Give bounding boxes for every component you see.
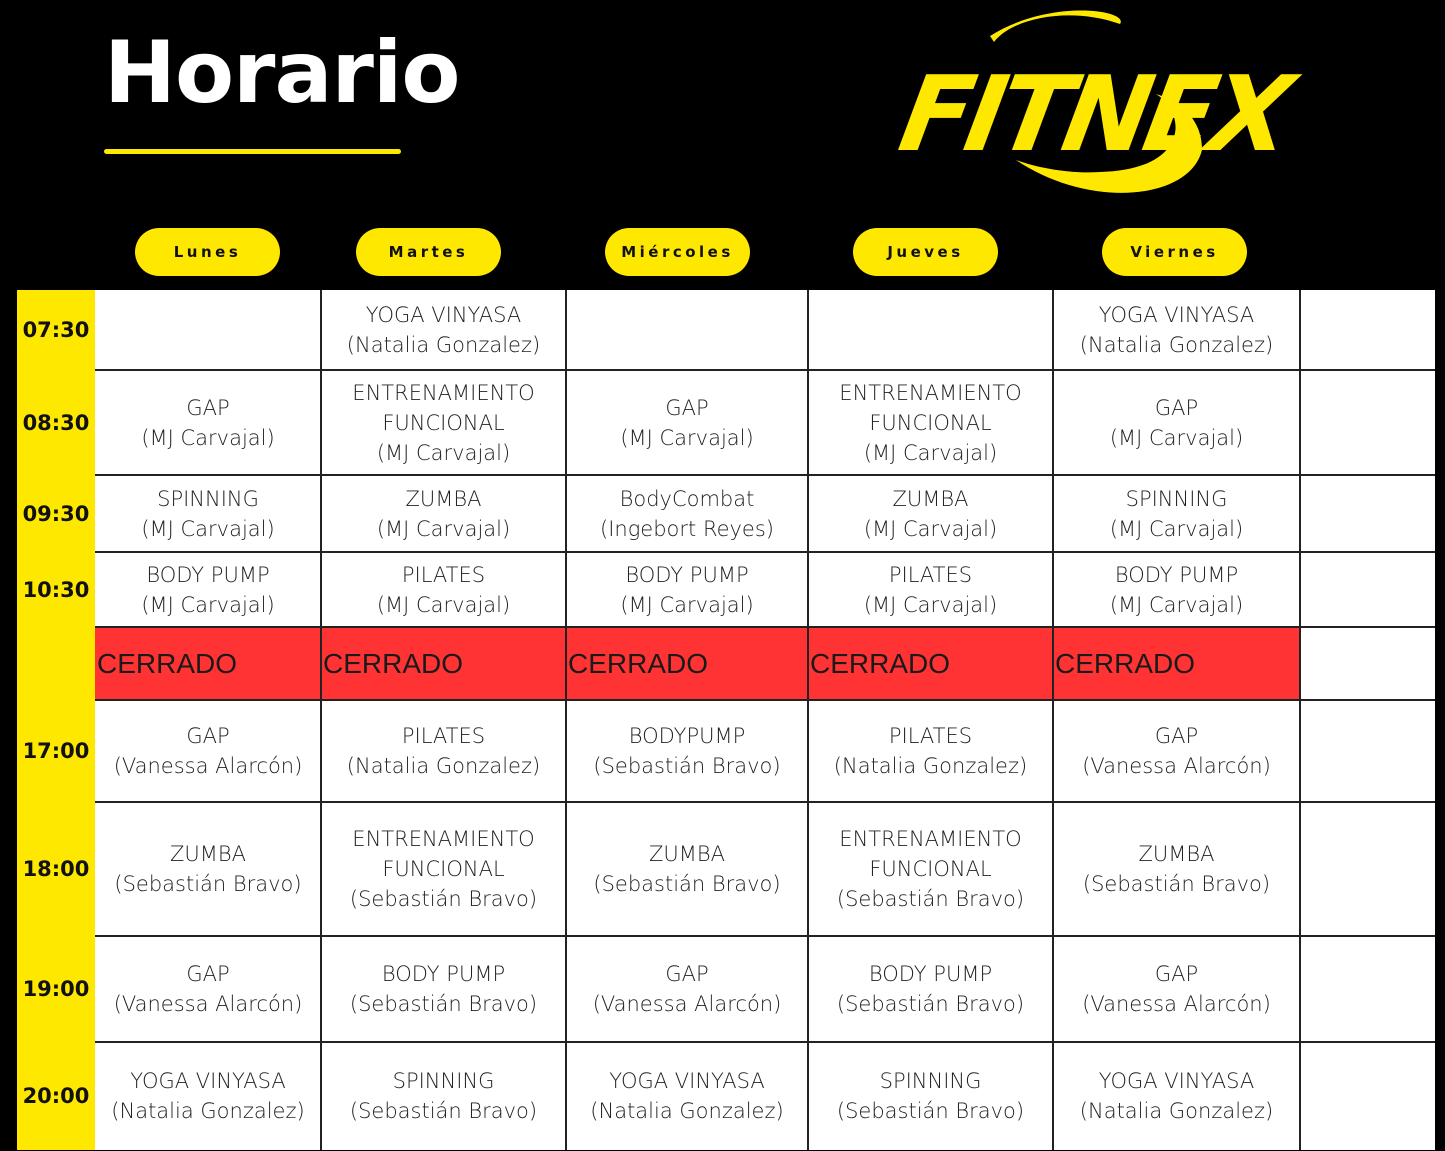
class-name: BodyCombat — [619, 486, 755, 511]
class-name: SPINNING — [1125, 486, 1228, 511]
class-name: SPINNING — [879, 1069, 982, 1093]
schedule-table — [95, 290, 1435, 1150]
class-cell — [1053, 475, 1300, 552]
class-name: FUNCIONAL — [382, 410, 505, 435]
class-name: YOGA VINYASA — [609, 1069, 765, 1093]
instructor-name: (Sebastián Bravo) — [593, 872, 781, 896]
class-name: BODY PUMP — [146, 562, 270, 587]
class-cell — [321, 475, 566, 552]
class-name: ENTRENAMIENTO — [352, 380, 535, 405]
class-cell — [95, 290, 321, 370]
class-name: ENTRENAMIENTO — [839, 380, 1022, 405]
instructor-name: (Sebastián Bravo) — [836, 1099, 1025, 1123]
class-cell — [566, 936, 808, 1042]
class-cell — [808, 370, 1053, 475]
class-cell — [808, 700, 1053, 802]
row-divider — [95, 626, 1435, 628]
class-name: SPINNING — [392, 1069, 495, 1093]
instructor-name: (MJ Carvajal) — [1109, 592, 1244, 617]
day-header: Miércoles — [605, 228, 750, 276]
class-name: BODY PUMP — [625, 562, 749, 587]
day-header: Lunes — [135, 228, 280, 276]
class-name: FUNCIONAL — [869, 857, 992, 881]
closed-cell: CERRADO — [321, 627, 566, 700]
row-divider — [95, 801, 1435, 803]
instructor-name: (MJ Carvajal) — [141, 592, 275, 617]
instructor-name: (Sebastián Bravo) — [1082, 872, 1271, 896]
class-cell — [808, 552, 1053, 627]
instructor-name: (MJ Carvajal) — [863, 516, 998, 541]
class-cell — [566, 552, 808, 627]
closed-cell: CERRADO — [566, 627, 808, 700]
instructor-name: (MJ Carvajal) — [620, 592, 754, 617]
instructor-name: (Natalia Gonzalez) — [346, 333, 541, 357]
class-name: ZUMBA — [405, 486, 482, 511]
class-cell — [95, 475, 321, 552]
class-name: FUNCIONAL — [382, 857, 505, 881]
class-name: GAP — [1154, 395, 1199, 420]
instructor-name: (Sebastián Bravo) — [349, 992, 538, 1016]
time-label: 17:00 — [22, 739, 90, 763]
instructor-name: (MJ Carvajal) — [141, 516, 275, 541]
class-name: ENTRENAMIENTO — [352, 827, 535, 851]
time-label: 10:30 — [22, 577, 90, 602]
class-cell — [321, 802, 566, 936]
instructor-name: (MJ Carvajal) — [1109, 516, 1244, 541]
class-cell — [1053, 700, 1300, 802]
class-name: BODY PUMP — [1114, 562, 1239, 587]
class-cell — [95, 370, 321, 475]
class-name: ZUMBA — [170, 842, 246, 866]
class-cell — [321, 936, 566, 1042]
class-name: GAP — [665, 395, 709, 420]
class-cell — [1053, 936, 1300, 1042]
class-name: ZUMBA — [649, 842, 725, 866]
class-name: GAP — [186, 724, 230, 748]
class-cell — [566, 475, 808, 552]
class-cell — [1053, 370, 1300, 475]
class-name: ZUMBA — [1138, 842, 1215, 866]
instructor-name: (Sebastián Bravo) — [349, 1099, 538, 1123]
class-cell — [566, 700, 808, 802]
class-name: YOGA VINYASA — [130, 1069, 286, 1093]
class-cell — [808, 802, 1053, 936]
class-cell — [1053, 1042, 1300, 1150]
column-divider — [565, 290, 567, 1150]
instructor-name: (Natalia Gonzalez) — [833, 754, 1028, 778]
closed-cell: CERRADO — [95, 627, 321, 700]
class-name: YOGA VINYASA — [1098, 303, 1255, 327]
instructor-name: (MJ Carvajal) — [376, 592, 511, 617]
class-cell — [321, 1042, 566, 1150]
class-cell — [1053, 802, 1300, 936]
instructor-name: (Natalia Gonzalez) — [1079, 333, 1274, 357]
class-name: FUNCIONAL — [869, 410, 992, 435]
class-name: YOGA VINYASA — [365, 303, 522, 327]
class-cell — [95, 802, 321, 936]
class-cell — [95, 552, 321, 627]
class-cell — [566, 370, 808, 475]
time-label: 18:00 — [22, 857, 90, 881]
instructor-name: (MJ Carvajal) — [376, 516, 511, 541]
class-name: BODY PUMP — [868, 962, 993, 986]
class-cell — [321, 700, 566, 802]
class-cell — [95, 700, 321, 802]
column-divider — [1052, 290, 1054, 1150]
instructor-name: (Natalia Gonzalez) — [1079, 1099, 1274, 1123]
class-cell — [1053, 552, 1300, 627]
page-title: Horario — [104, 23, 460, 123]
class-cell — [95, 1042, 321, 1150]
class-cell — [321, 290, 566, 370]
instructor-name: (MJ Carvajal) — [1109, 425, 1244, 450]
class-cell — [321, 552, 566, 627]
instructor-name: (Ingebort Reyes) — [600, 516, 774, 541]
class-cell — [808, 1042, 1053, 1150]
instructor-name: (Vanessa Alarcón) — [1082, 754, 1271, 778]
row-divider — [95, 369, 1435, 371]
instructor-name: (Sebastián Bravo) — [836, 992, 1025, 1016]
class-name: GAP — [1154, 724, 1199, 748]
instructor-name: (Vanessa Alarcón) — [113, 992, 303, 1016]
class-name: GAP — [665, 962, 709, 986]
fitnex-logo — [891, 10, 1296, 200]
class-cell — [808, 475, 1053, 552]
class-name: ENTRENAMIENTO — [839, 827, 1022, 851]
column-divider — [807, 290, 809, 1150]
class-name: GAP — [186, 962, 230, 986]
time-label: 19:00 — [22, 977, 90, 1001]
time-label: 20:00 — [22, 1084, 90, 1108]
class-cell — [566, 802, 808, 936]
instructor-name: (Natalia Gonzalez) — [590, 1099, 784, 1123]
instructor-name: (Sebastián Bravo) — [349, 887, 538, 911]
class-name: PILATES — [888, 562, 973, 587]
title-underline — [104, 149, 401, 154]
row-divider — [95, 699, 1435, 701]
class-name: YOGA VINYASA — [1098, 1069, 1255, 1093]
class-name: PILATES — [888, 724, 973, 748]
row-divider — [95, 551, 1435, 553]
class-cell — [95, 936, 321, 1042]
instructor-name: (MJ Carvajal) — [620, 425, 754, 450]
instructor-name: (MJ Carvajal) — [863, 592, 998, 617]
time-label: 09:30 — [22, 501, 90, 526]
class-cell — [1053, 290, 1300, 370]
instructor-name: (Vanessa Alarcón) — [1082, 992, 1271, 1016]
class-cell — [566, 290, 808, 370]
instructor-name: (Vanessa Alarcón) — [113, 754, 303, 778]
class-name: BODYPUMP — [628, 724, 746, 748]
instructor-name: (Sebastián Bravo) — [114, 872, 302, 896]
class-cell — [808, 936, 1053, 1042]
row-divider — [95, 474, 1435, 476]
day-header: Martes — [356, 228, 501, 276]
instructor-name: (MJ Carvajal) — [863, 440, 998, 465]
logo-text: FITNEX — [891, 53, 1296, 175]
closed-cell: CERRADO — [808, 627, 1053, 700]
row-divider — [95, 935, 1435, 937]
time-label: 07:30 — [22, 318, 90, 342]
class-name: PILATES — [401, 562, 486, 587]
instructor-name: (MJ Carvajal) — [376, 440, 511, 465]
instructor-name: (MJ Carvajal) — [141, 425, 275, 450]
class-cell — [321, 370, 566, 475]
day-header: Viernes — [1102, 228, 1247, 276]
class-name: BODY PUMP — [381, 962, 506, 986]
closed-cell: CERRADO — [1053, 627, 1300, 700]
class-cell — [566, 1042, 808, 1150]
class-name: PILATES — [401, 724, 486, 748]
class-cell — [808, 290, 1053, 370]
time-label: 08:30 — [22, 410, 90, 435]
day-header: Jueves — [853, 228, 998, 276]
column-divider — [320, 290, 322, 1150]
class-name: SPINNING — [157, 486, 259, 511]
row-divider — [95, 1041, 1435, 1043]
instructor-name: (Vanessa Alarcón) — [592, 992, 782, 1016]
instructor-name: (Natalia Gonzalez) — [346, 754, 541, 778]
instructor-name: (Natalia Gonzalez) — [111, 1099, 305, 1123]
instructor-name: (Sebastián Bravo) — [836, 887, 1025, 911]
column-divider — [1299, 290, 1301, 1150]
class-name: ZUMBA — [892, 486, 969, 511]
class-name: GAP — [1154, 962, 1199, 986]
class-name: GAP — [186, 395, 230, 420]
instructor-name: (Sebastián Bravo) — [593, 754, 781, 778]
